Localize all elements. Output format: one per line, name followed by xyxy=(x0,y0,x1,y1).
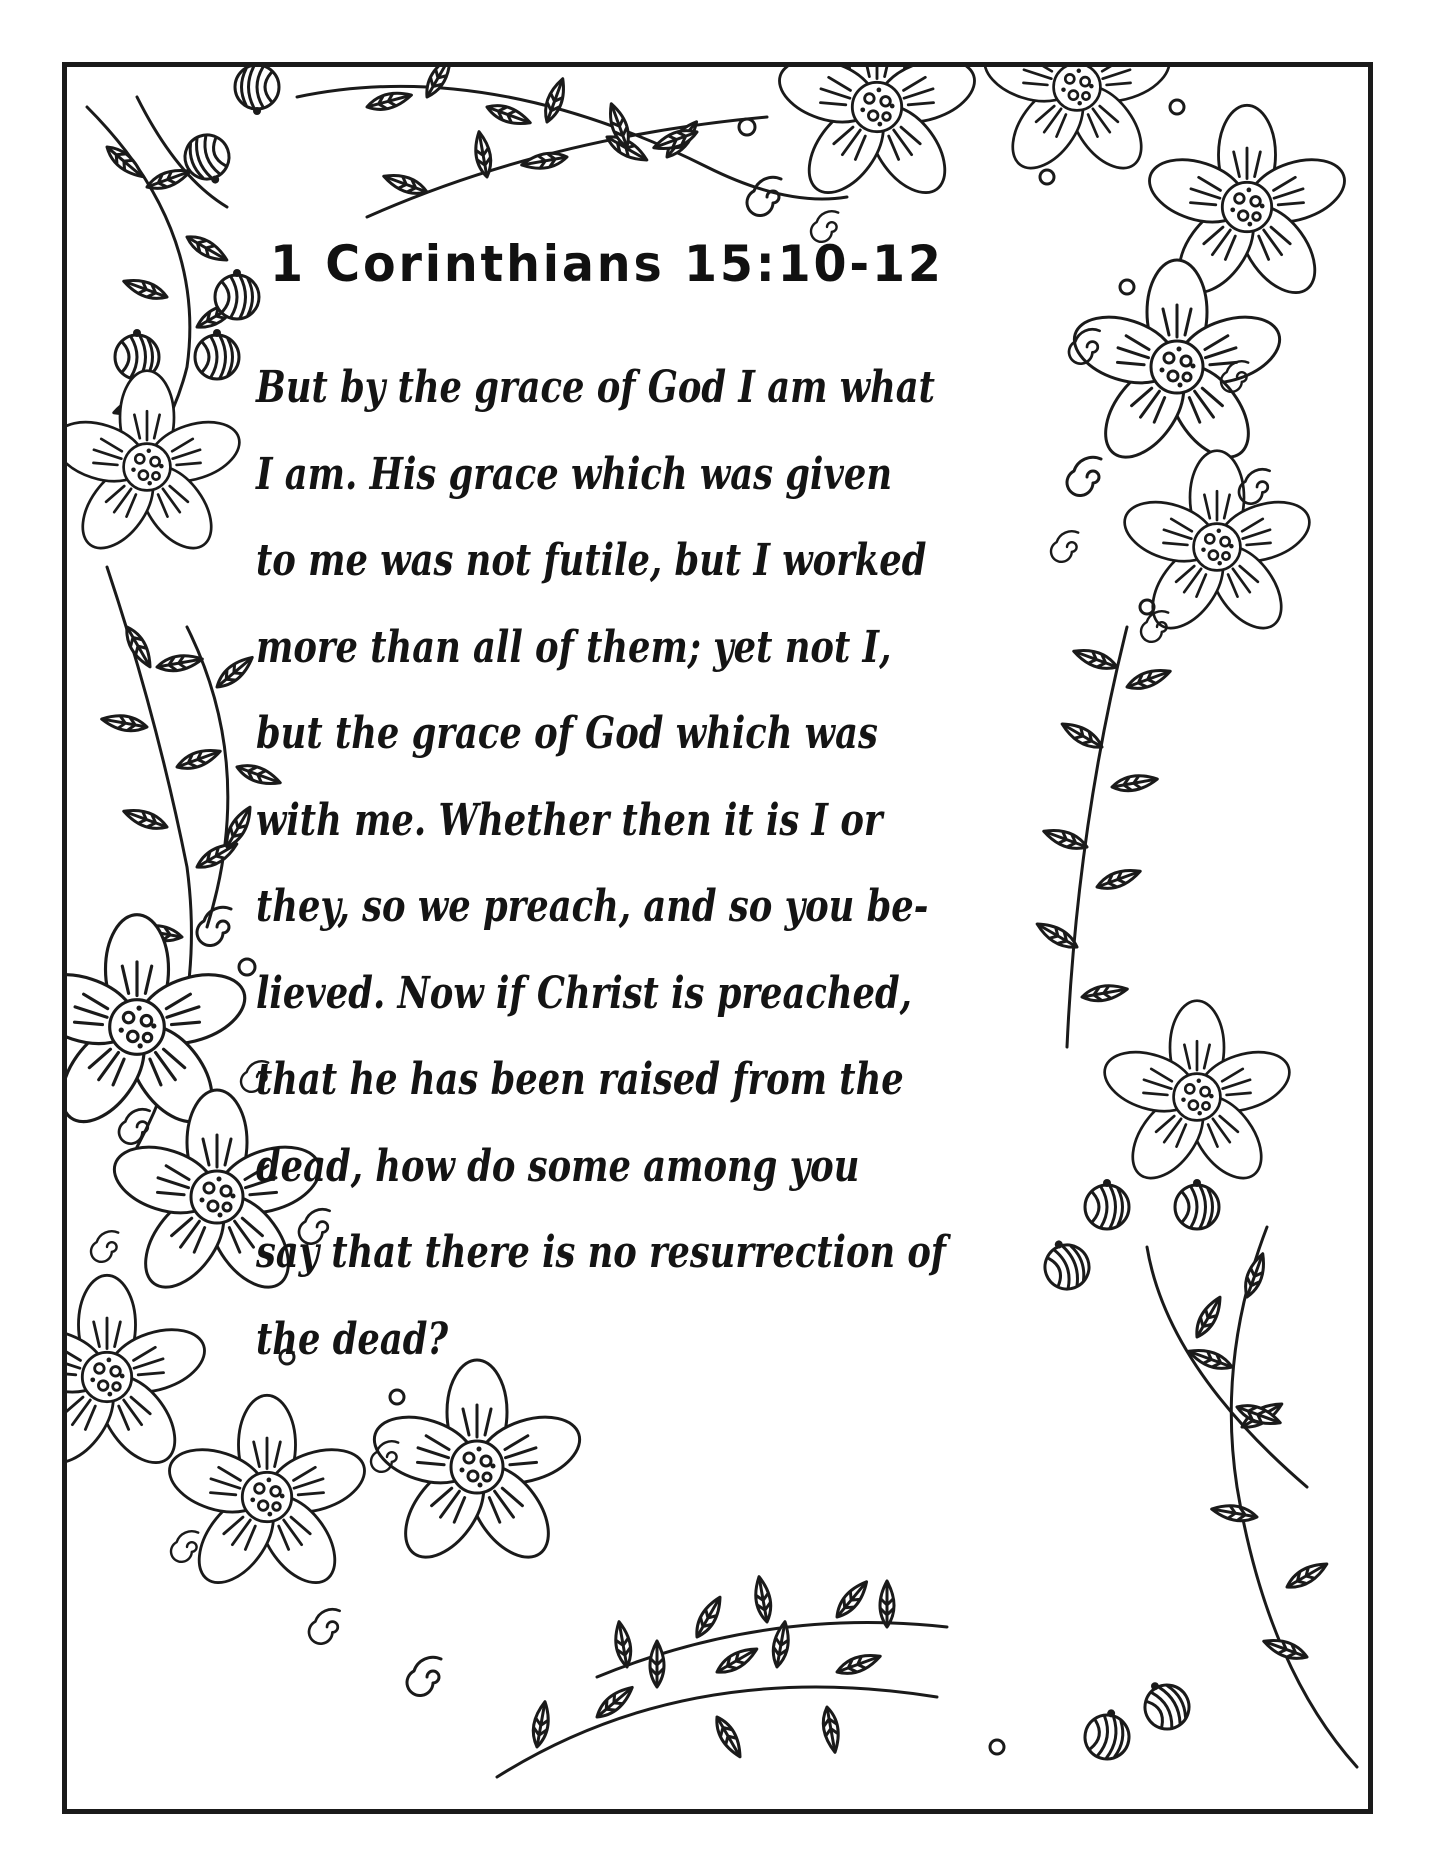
leaf-vine-icon xyxy=(472,130,494,178)
flower-icon xyxy=(1117,451,1317,641)
berry-icon xyxy=(235,67,279,115)
leaf-vine-icon xyxy=(880,1581,894,1627)
flower-icon xyxy=(67,371,247,561)
leaf-vine-icon xyxy=(530,1700,552,1748)
verse-line: But by the grace of God I am what xyxy=(256,362,935,413)
leaf-vine-icon xyxy=(365,88,413,113)
leaf-vine-icon xyxy=(1191,1294,1226,1341)
berry-icon xyxy=(179,129,237,191)
leaf-vine-icon xyxy=(711,1714,746,1761)
leaf-vine-icon xyxy=(820,1706,842,1754)
leaf-vine-icon xyxy=(121,275,169,304)
leaf-vine-icon xyxy=(540,76,569,124)
verse-line: to me was not futile, but I worked xyxy=(256,535,927,586)
flower-icon xyxy=(977,67,1177,181)
verse-line: lieved. Now if Christ is preached, xyxy=(256,967,912,1019)
swirl-icon xyxy=(91,1231,118,1262)
flower-icon xyxy=(67,1275,212,1476)
berry-icon xyxy=(1134,1672,1197,1737)
swirl-icon xyxy=(171,1531,198,1562)
verse-line: the dead? xyxy=(256,1313,449,1365)
swirl-icon xyxy=(407,1657,441,1695)
leaf-vine-icon xyxy=(691,1594,726,1641)
leaf-vine-icon xyxy=(213,652,257,692)
swirl-icon xyxy=(119,1109,150,1143)
flower-icon xyxy=(772,67,983,206)
leaf-vine-icon xyxy=(1261,1635,1309,1664)
verse-line: that he has been raised from the xyxy=(256,1054,904,1105)
leaf-vine-icon xyxy=(1284,1558,1331,1593)
leaf-vine-icon xyxy=(485,100,533,129)
verse-line: but the grace of God which was xyxy=(256,708,878,759)
leaf-vine-icon xyxy=(612,1620,634,1668)
leaf-vine-icon xyxy=(832,1577,872,1621)
berry-icon xyxy=(195,329,239,379)
berry-icon xyxy=(1082,1706,1134,1763)
verse-line: they, so we preach, and so you be- xyxy=(256,881,929,932)
berry-icon xyxy=(215,269,259,319)
leaf-vine-icon xyxy=(381,170,429,199)
berry-icon xyxy=(1175,1179,1219,1229)
flower-icon xyxy=(1097,1001,1297,1191)
swirl-icon xyxy=(747,177,781,215)
leaf-vine-icon xyxy=(184,231,231,266)
leaf-vine-icon xyxy=(714,1643,761,1678)
leaf-vine-icon xyxy=(650,1641,664,1687)
page-title: 1 Corinthians 15:10-12 xyxy=(270,235,944,293)
verse-line: I am. His grace which was given xyxy=(256,448,893,500)
verse-line: say that there is no resurrection of xyxy=(256,1227,946,1278)
flower-icon xyxy=(162,1395,373,1596)
verse-line: with me. Whether then it is I or xyxy=(256,794,883,846)
leaf-vine-icon xyxy=(752,1575,774,1623)
leaf-vine-icon xyxy=(100,712,148,734)
leaf-vine-icon xyxy=(421,67,456,101)
leaf-vine-icon xyxy=(156,652,204,674)
verse-line: more than all of them; yet not I, xyxy=(256,621,892,673)
verse-line: dead, how do some among you xyxy=(256,1140,860,1192)
leaf-vine-icon xyxy=(121,805,169,834)
leaf-vine-icon xyxy=(1210,1502,1258,1524)
leaf-vine-icon xyxy=(145,165,193,194)
leaf-vine-icon xyxy=(520,150,568,172)
leaf-vine-icon xyxy=(1125,665,1173,694)
verse-text xyxy=(256,345,1116,1383)
leaf-vine-icon xyxy=(175,745,223,774)
swirl-icon xyxy=(309,1609,340,1643)
swirl-icon xyxy=(197,907,231,945)
leaf-vine-icon xyxy=(1111,772,1159,794)
leaf-vine-icon xyxy=(835,1650,883,1679)
